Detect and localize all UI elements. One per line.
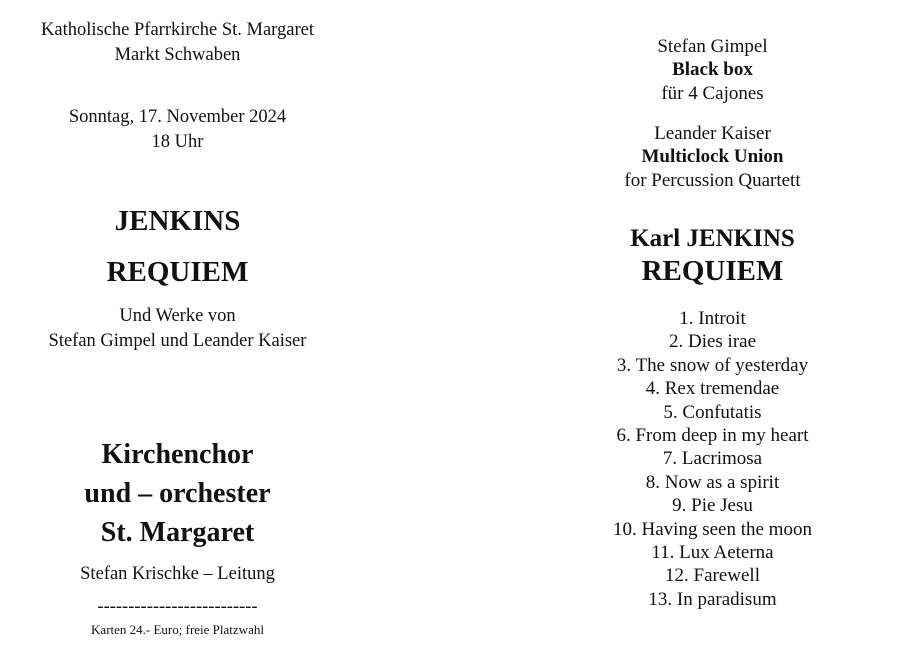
piece-2-title: Multiclock Union [641, 146, 784, 168]
movement-item: 3. The snow of yesterday [616, 354, 809, 376]
movement-item: 2. Dies irae [668, 331, 757, 353]
movement-item: 9. Pie Jesu [672, 495, 753, 517]
main-title-block [0, 196, 355, 298]
works-block [0, 304, 355, 354]
town-name: Markt Schwaben [114, 45, 241, 65]
title-jenkins: JENKINS [114, 205, 241, 237]
church-name: Katholische Pfarrkirche St. Margaret [41, 20, 314, 40]
concert-time: 18 Uhr [151, 132, 204, 152]
movement-item: 8. Now as a spirit [645, 471, 780, 493]
piece-1-composer: Stefan Gimpel [657, 36, 768, 57]
movement-list [535, 307, 890, 611]
piece-1-instrumentation: für 4 Cajones [661, 82, 764, 104]
ensemble-line-2: und – orchester [84, 478, 271, 509]
piece-2-block [535, 122, 890, 192]
divider-line: -------------------------- [97, 597, 258, 617]
movement-item: 5. Confutatis [663, 401, 762, 423]
piece-2-instrumentation: for Percussion Quartett [624, 169, 801, 191]
ticket-info: Karten 24.- Euro; freie Platzwahl [91, 622, 264, 637]
ensemble-line-1: Kirchenchor [101, 439, 254, 470]
concert-date: Sonntag, 17. November 2024 [68, 107, 287, 127]
conductor-line: Stefan Krischke – Leitung [80, 564, 275, 584]
main-work-block [535, 223, 890, 289]
movement-item: 4. Rex tremendae [645, 378, 780, 400]
ensemble-line-3: St. Margaret [100, 517, 255, 548]
piece-2-composer: Leander Kaiser [654, 123, 771, 144]
ensemble-block [0, 435, 355, 552]
movement-item: 11. Lux Aeterna [651, 542, 774, 564]
movement-item: 12. Farewell [665, 565, 760, 587]
title-requiem: REQUIEM [106, 256, 249, 288]
piece-1-block [535, 35, 890, 105]
movement-item: 1. Introit [679, 308, 746, 329]
works-composers: Stefan Gimpel und Leander Kaiser [48, 331, 307, 351]
venue-block [0, 18, 355, 68]
main-work-composer: Karl JENKINS [630, 225, 795, 252]
movement-item: 13. In paradisum [648, 588, 777, 610]
piece-1-title: Black box [672, 59, 753, 81]
date-block [0, 105, 355, 155]
main-work-title: REQUIEM [641, 255, 784, 287]
movement-item: 10. Having seen the moon [613, 518, 812, 540]
movement-item: 6. From deep in my heart [616, 425, 809, 447]
movement-item: 7. Lacrimosa [662, 448, 763, 470]
works-intro: Und Werke von [119, 306, 236, 326]
